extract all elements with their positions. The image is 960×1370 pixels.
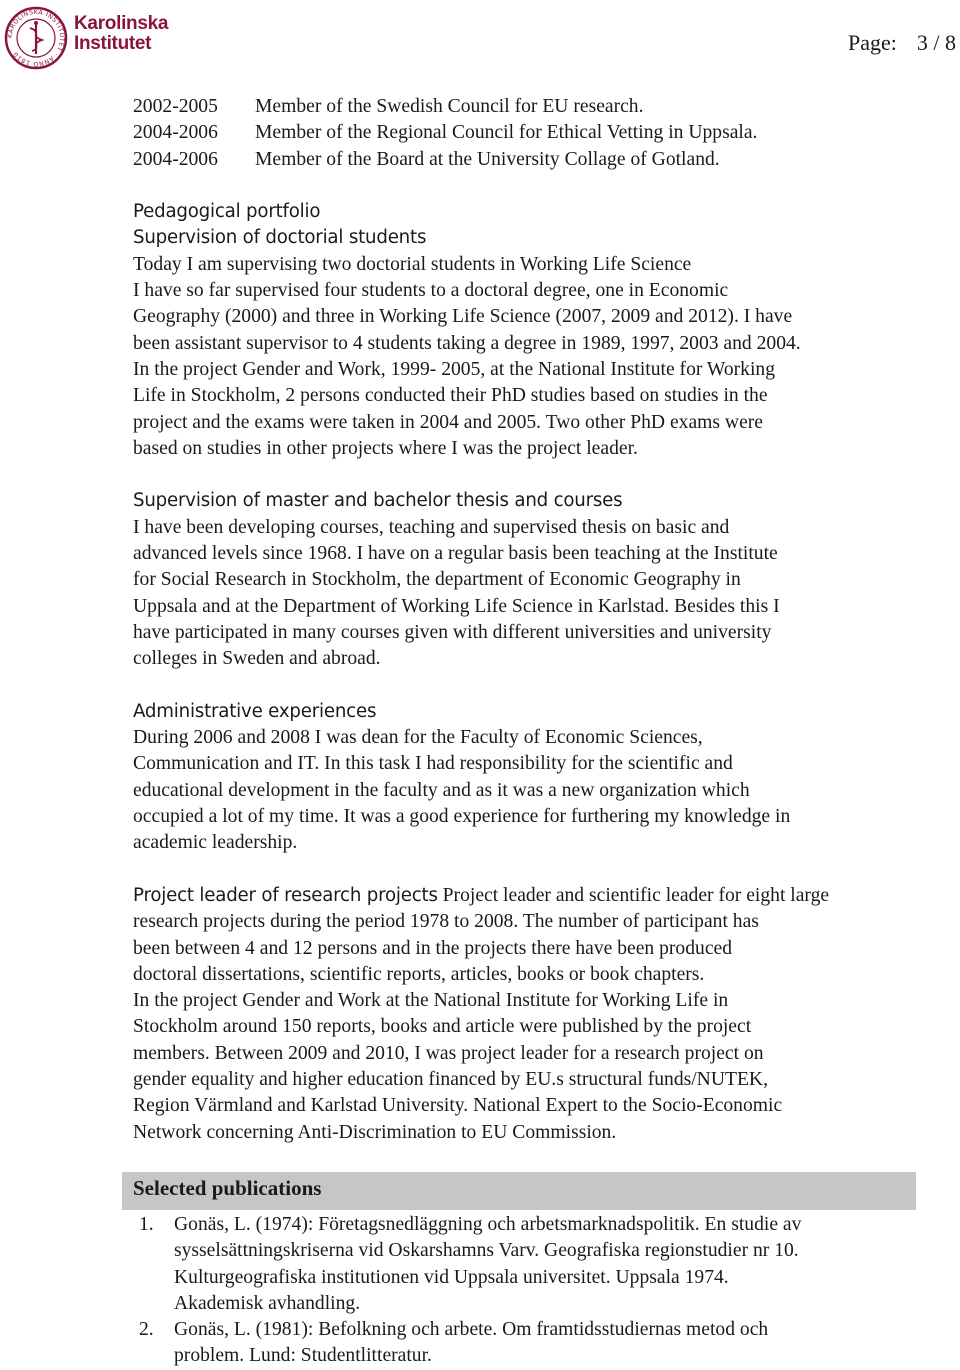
membership-text: Member of the Regional Council for Ethical Vetting in Uppsala. xyxy=(255,122,758,144)
membership-years: 2004-2006 xyxy=(133,148,218,170)
membership-years: 2004-2006 xyxy=(133,122,218,144)
publication-line: Gonäs, L. (1974): Företagsnedläggning och arbetsmarknadspolitik. En studie av xyxy=(174,1214,802,1235)
publication-line: Gonäs, L. (1981): Befolkning och arbete. Om framtidsstudiernas metod och xyxy=(174,1319,769,1341)
project-line: gender equality and higher education financed by EU.s structural funds/NUTEK, xyxy=(133,1068,768,1090)
project-line: In the project Gender and Work at the National Institute for Working Life in xyxy=(133,990,729,1012)
doctoral-line: project and the exams were taken in 2004 and 2005. Two other PhD exams were xyxy=(133,411,763,433)
membership-text: Member of the Board at the University Collage of Gotland. xyxy=(255,148,720,170)
admin-line: academic leadership. xyxy=(133,832,298,854)
membership-years: 2002-2005 xyxy=(133,96,218,117)
project-heading: Project leader of research projects xyxy=(133,884,438,906)
master-line: for Social Research in Stockholm, the department of Economic Geography in xyxy=(133,569,741,591)
page-indicator xyxy=(848,30,956,56)
project-line: research projects during the period 1978 to 2008. The number of participant has xyxy=(133,911,759,933)
master-line: have participated in many courses given with different universities and university xyxy=(133,621,772,643)
project-line: members. Between 2009 and 2010, I was project leader for a research project on xyxy=(133,1042,764,1064)
doctoral-line: been assistant supervisor to 4 students taking a degree in 1989, 1997, 2003 and 2004. xyxy=(133,332,801,354)
logo-wordmark xyxy=(74,14,168,54)
project-first-line xyxy=(133,883,923,909)
publications-heading-bar xyxy=(122,1172,916,1210)
page-value: 3 / 8 xyxy=(916,30,956,55)
master-heading: Supervision of master and bachelor thesis and courses xyxy=(133,490,623,512)
admin-heading: Administrative experiences xyxy=(133,700,377,722)
page-label: Page: xyxy=(847,30,897,55)
admin-line: During 2006 and 2008 I was dean for the Faculty of Economic Sciences, xyxy=(133,727,703,749)
publication-number: 2. xyxy=(139,1319,154,1341)
publications-list xyxy=(133,1212,923,1370)
admin-line: Communication and IT. In this task I had responsibility for the scientific and xyxy=(133,753,733,775)
publication-line: Akademisk avhandling. xyxy=(174,1292,361,1314)
doctoral-line: Today I am supervising two doctorial students in Working Life Science xyxy=(133,253,692,275)
doctoral-heading: Supervision of doctorial students xyxy=(133,227,427,249)
doctoral-line: Geography (2000) and three in Working Life Science (2007, 2009 and 2012). I have xyxy=(133,306,793,328)
master-line: colleges in Sweden and abroad. xyxy=(133,648,381,670)
publication-item xyxy=(133,1317,923,1370)
project-line: Stockholm around 150 reports, books and article were published by the project xyxy=(133,1016,752,1038)
publication-number: 1. xyxy=(139,1214,154,1235)
membership-row xyxy=(133,147,923,173)
seal-icon xyxy=(4,6,68,70)
publications-heading: Selected publications xyxy=(133,1176,322,1200)
pedagogical-heading: Pedagogical portfolio xyxy=(133,201,321,223)
master-line: I have been developing courses, teaching and supervised thesis on basic and xyxy=(133,516,730,538)
master-line: Uppsala and at the Department of Working Life Science in Karlstad. Besides this I xyxy=(133,595,780,617)
membership-text: Member of the Swedish Council for EU research. xyxy=(255,96,644,117)
publication-line: problem. Lund: Studentlitteratur. xyxy=(174,1345,432,1367)
doctoral-line: I have so far supervised four students to a doctoral degree, one in Economic xyxy=(133,280,729,302)
admin-line: occupied a lot of my time. It was a good experience for furthering my knowledge in xyxy=(133,806,791,828)
publication-item xyxy=(133,1212,923,1317)
project-line: Region Värmland and Karlstad University. National Expert to the Socio-Economic xyxy=(133,1095,783,1117)
publication-line: Kulturgeografiska institutionen vid Uppsala universitet. Uppsala 1974. xyxy=(174,1266,729,1288)
project-line: Project leader and scientific leader for eight large xyxy=(437,884,830,906)
admin-line: educational development in the faculty and as it was a new organization which xyxy=(133,779,750,801)
document-body xyxy=(133,94,923,1146)
logo-text-line2: Institutet xyxy=(74,33,152,54)
project-line: doctoral dissertations, scientific reports, articles, books or book chapters. xyxy=(133,963,705,985)
project-line: Network concerning Anti-Discrimination to EU Commission. xyxy=(133,1121,617,1143)
doctoral-line: Life in Stockholm, 2 persons conducted their PhD studies based on studies in the xyxy=(133,385,768,407)
project-line: been between 4 and 12 persons and in the projects there have been produced xyxy=(133,937,733,959)
logo-text-line1: Karolinska xyxy=(74,13,169,34)
svg-text:KAROLINSKA INSTITUTET · ANNO 1: KAROLINSKA INSTITUTET · ANNO 1810 xyxy=(6,8,66,68)
master-line: advanced levels since 1968. I have on a regular basis been teaching at the Institute xyxy=(133,543,778,565)
doctoral-line: based on studies in other projects where I was the project leader. xyxy=(133,437,638,459)
membership-row xyxy=(133,94,923,120)
karolinska-logo xyxy=(4,6,169,70)
doctoral-line: In the project Gender and Work, 1999- 2005, at the National Institute for Working xyxy=(133,358,776,380)
publication-line: sysselsättningskriserna vid Oskarshamns Varv. Geografiska regionstudier nr 10. xyxy=(174,1240,799,1262)
membership-row xyxy=(133,120,923,146)
